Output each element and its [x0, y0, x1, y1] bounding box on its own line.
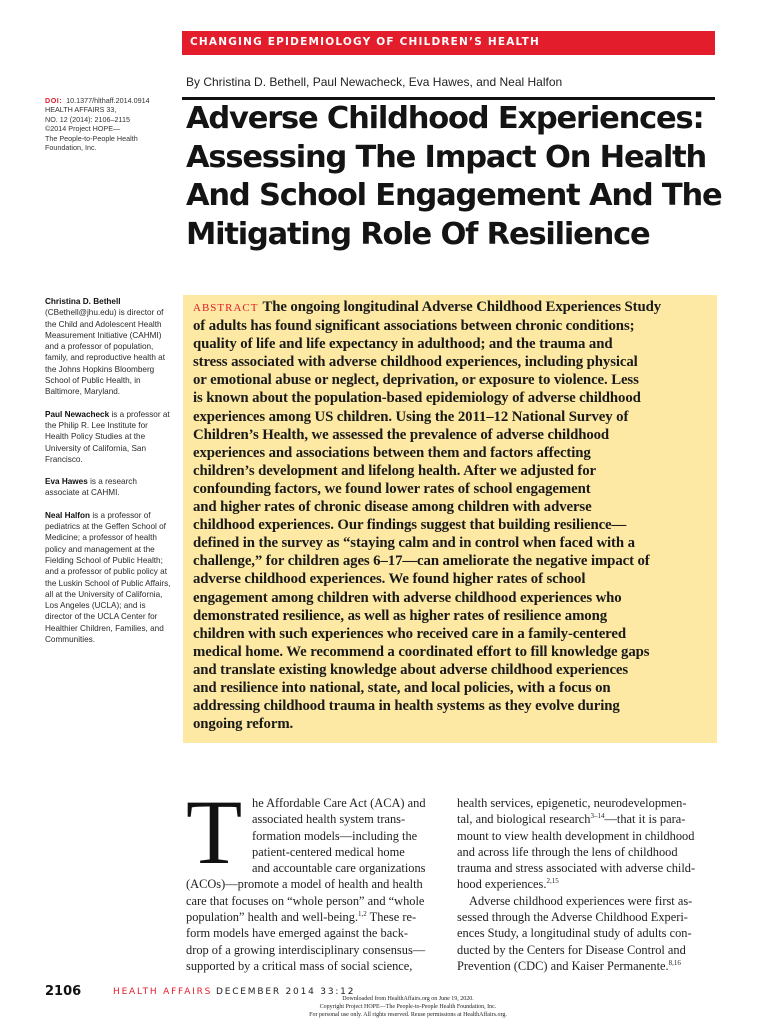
journal-issue: NO. 12 (2014): 2106–2115 [45, 114, 130, 124]
body-line: mount to view health development in childhood [457, 828, 695, 843]
author-bio [45, 476, 173, 499]
article-metadata [45, 96, 175, 152]
body-line: form models have emerged against the back- [186, 926, 409, 941]
title-line: Mitigating Role Of Resilience [186, 216, 650, 252]
section-banner [182, 31, 715, 55]
abstract-line: of adults has found significant associations between chronic conditions; [193, 318, 635, 335]
download-line: For personal use only. All rights reserved. Reuse permissions at HealthAffairs.org. [309, 1011, 507, 1018]
body-column-2 [457, 795, 717, 974]
doi-link[interactable]: 10.1377/hlthaff.2014.0914 [66, 96, 150, 105]
abstract-line: The ongoing longitudinal Adverse Childhood Experiences Study [262, 299, 662, 315]
body-line: he Affordable Care Act (ACA) and [252, 796, 426, 810]
citation-ref[interactable]: 8,16 [668, 958, 681, 967]
abstract-line: and higher rates of chronic disease among children with adverse [193, 499, 592, 516]
publisher-line: Foundation, Inc. [45, 143, 97, 153]
abstract-line: or emotional abuse or neglect, deprivation, or exposure to violence. Less [193, 372, 639, 389]
author-name: Christina D. Bethell [45, 297, 121, 306]
abstract-line: and translate existing knowledge about adverse childhood experiences [193, 661, 629, 678]
body-line-tail: These re- [366, 910, 417, 925]
copyright: ©2014 Project HOPE— [45, 124, 121, 134]
body-line: and accountable care organizations [252, 861, 426, 876]
abstract-line: children with such experiences who received care in a family-centered [193, 625, 626, 642]
body-line-tail: —that it is para- [604, 812, 686, 827]
author-bio-text: is a professor of pediatrics at the Geffen School of Medicine; a professor of health policy and management at the Fielding School of Public Health; and a professor of public policy at the Luskin School of Public Affairs, all at the University of California, Los Angeles (UCLA); and is director of the UCLA Center for Healthier Children, Families, and Communities. [45, 510, 171, 645]
body-line: tal, and biological research [457, 812, 591, 827]
author-bio-text: is a professor at the Philip R. Lee Institute for Health Policy Studies at the University of California, San Francisco. [45, 409, 170, 464]
article-title [186, 100, 722, 254]
drop-cap: T [186, 781, 243, 883]
body-line: associated health system trans- [252, 812, 406, 827]
abstract-line: challenge,” for children ages 6–17—can ameliorate the negative impact of [193, 553, 650, 570]
body-line: health services, epigenetic, neurodevelopmen- [457, 796, 687, 810]
abstract-line: and resilience into national, state, and local policies, with a focus on [193, 679, 611, 696]
abstract-box [183, 295, 717, 743]
body-line: care that focuses on “whole person” and “whole [186, 893, 425, 908]
abstract-line: children’s development and lifelong health. After we adjusted for [193, 462, 597, 479]
byline: By Christina D. Bethell, Paul Newacheck, Eva Hawes, and Neal Halfon [186, 75, 563, 89]
author-name: Paul Newacheck [45, 409, 110, 419]
download-line: Copyright Project HOPE—The People-to-People Health Foundation, Inc. [319, 1003, 497, 1010]
abstract-label: ABSTRACT [193, 302, 259, 314]
abstract-line: experiences among US children. Using the 2011–12 National Survey of [193, 408, 629, 425]
footer-journal: HEALTH AFFAIRS [113, 987, 213, 997]
author-bios [45, 296, 173, 656]
abstract-line: addressing childhood trauma in health systems as they evolve during [193, 698, 620, 715]
body-line: supported by a critical mass of social science, [186, 958, 413, 973]
body-column-1 [186, 795, 442, 974]
publisher-line: The People-to-People Health [45, 133, 138, 143]
body-line: trauma and stress associated with adverse child- [457, 861, 696, 876]
abstract-line: experiences and associations between them and factors affecting [193, 444, 591, 461]
abstract-line: demonstrated resilience, as well as higher rates of resilience among [193, 607, 608, 624]
abstract-line: childhood experiences. Our findings suggest that building resilience— [193, 517, 627, 534]
author-name: Neal Halfon [45, 510, 91, 520]
abstract-line: engagement among children with adverse childhood experiences who [193, 589, 622, 606]
abstract-line: quality of life and life expectancy in adulthood; and the trauma and [193, 336, 613, 353]
author-bio [45, 409, 173, 465]
author-bio [45, 296, 173, 398]
abstract-line: Children’s Health, we assessed the prevalence of adverse childhood [193, 426, 610, 443]
abstract-text [193, 298, 707, 733]
author-name: Eva Hawes [45, 477, 88, 487]
abstract-line: stress associated with adverse childhood experiences, including physical [193, 354, 638, 371]
section-label: CHANGING EPIDEMIOLOGY OF CHILDREN’S HEALTH [190, 36, 541, 48]
body-line: Prevention (CDC) and Kaiser Permanente. [457, 958, 669, 973]
doi-label: DOI: [45, 96, 63, 105]
page-number: 2106 [45, 984, 82, 999]
title-line: Adverse Childhood Experiences: [186, 101, 704, 136]
title-line: Assessing The Impact On Health [186, 139, 706, 175]
title-line: And School Engagement And The [186, 178, 722, 213]
abstract-line: confounding factors, we found lower rates of school engagement [193, 480, 591, 497]
abstract-line: ongoing reform. [193, 716, 294, 733]
citation-ref[interactable]: 2,15 [546, 877, 559, 886]
body-line: and across life through the lens of childhood [457, 844, 678, 859]
body-line: population” health and well-being. [186, 910, 359, 925]
body-line: ences Study, a longitudinal study of adults con- [457, 926, 692, 941]
body-line: (ACOs)—promote a model of health and health [186, 877, 423, 892]
download-line: Downloaded from HealthAffairs.org on June 19, 2020. [342, 996, 474, 1002]
abstract-line: is known about the population-based epidemiology of adverse childhood [193, 390, 641, 407]
body-line: Adverse childhood experiences were first as- [469, 893, 693, 908]
author-bio-text: (CBethell@jhu.edu) is director of the Child and Adolescent Health Measurement Initiative (CAHMI) and a professor of population, family, and reproductive health at the Johns Hopkins Bloomberg School of Public Health, in Baltimore, Maryland. [45, 308, 165, 397]
body-line: formation models—including the [252, 828, 418, 843]
journal-volume: HEALTH AFFAIRS 33, [45, 105, 117, 115]
body-line: patient-centered medical home [252, 844, 405, 859]
abstract-line: medical home. We recommend a coordinated effort to fill knowledge gaps [193, 643, 650, 660]
abstract-line: adverse childhood experiences. We found higher rates of school [193, 571, 586, 588]
author-bio-text: is a research associate at CAHMI. [45, 477, 137, 498]
body-line: hood experiences. [457, 877, 547, 892]
body-line: ducted by the Centers for Disease Control and [457, 942, 686, 957]
citation-ref[interactable]: 1,2 [358, 909, 367, 918]
download-notice [0, 996, 768, 1019]
abstract-line: defined in the survey as “staying calm and in control when faced with a [193, 535, 635, 552]
body-line: sessed through the Adverse Childhood Experi- [457, 910, 688, 925]
body-line: drop of a growing interdisciplinary consensus— [186, 942, 426, 957]
citation-ref[interactable]: 3–14 [590, 812, 605, 821]
footer-issue-date: DECEMBER 2014 33:12 [216, 987, 356, 997]
author-bio [45, 510, 173, 646]
